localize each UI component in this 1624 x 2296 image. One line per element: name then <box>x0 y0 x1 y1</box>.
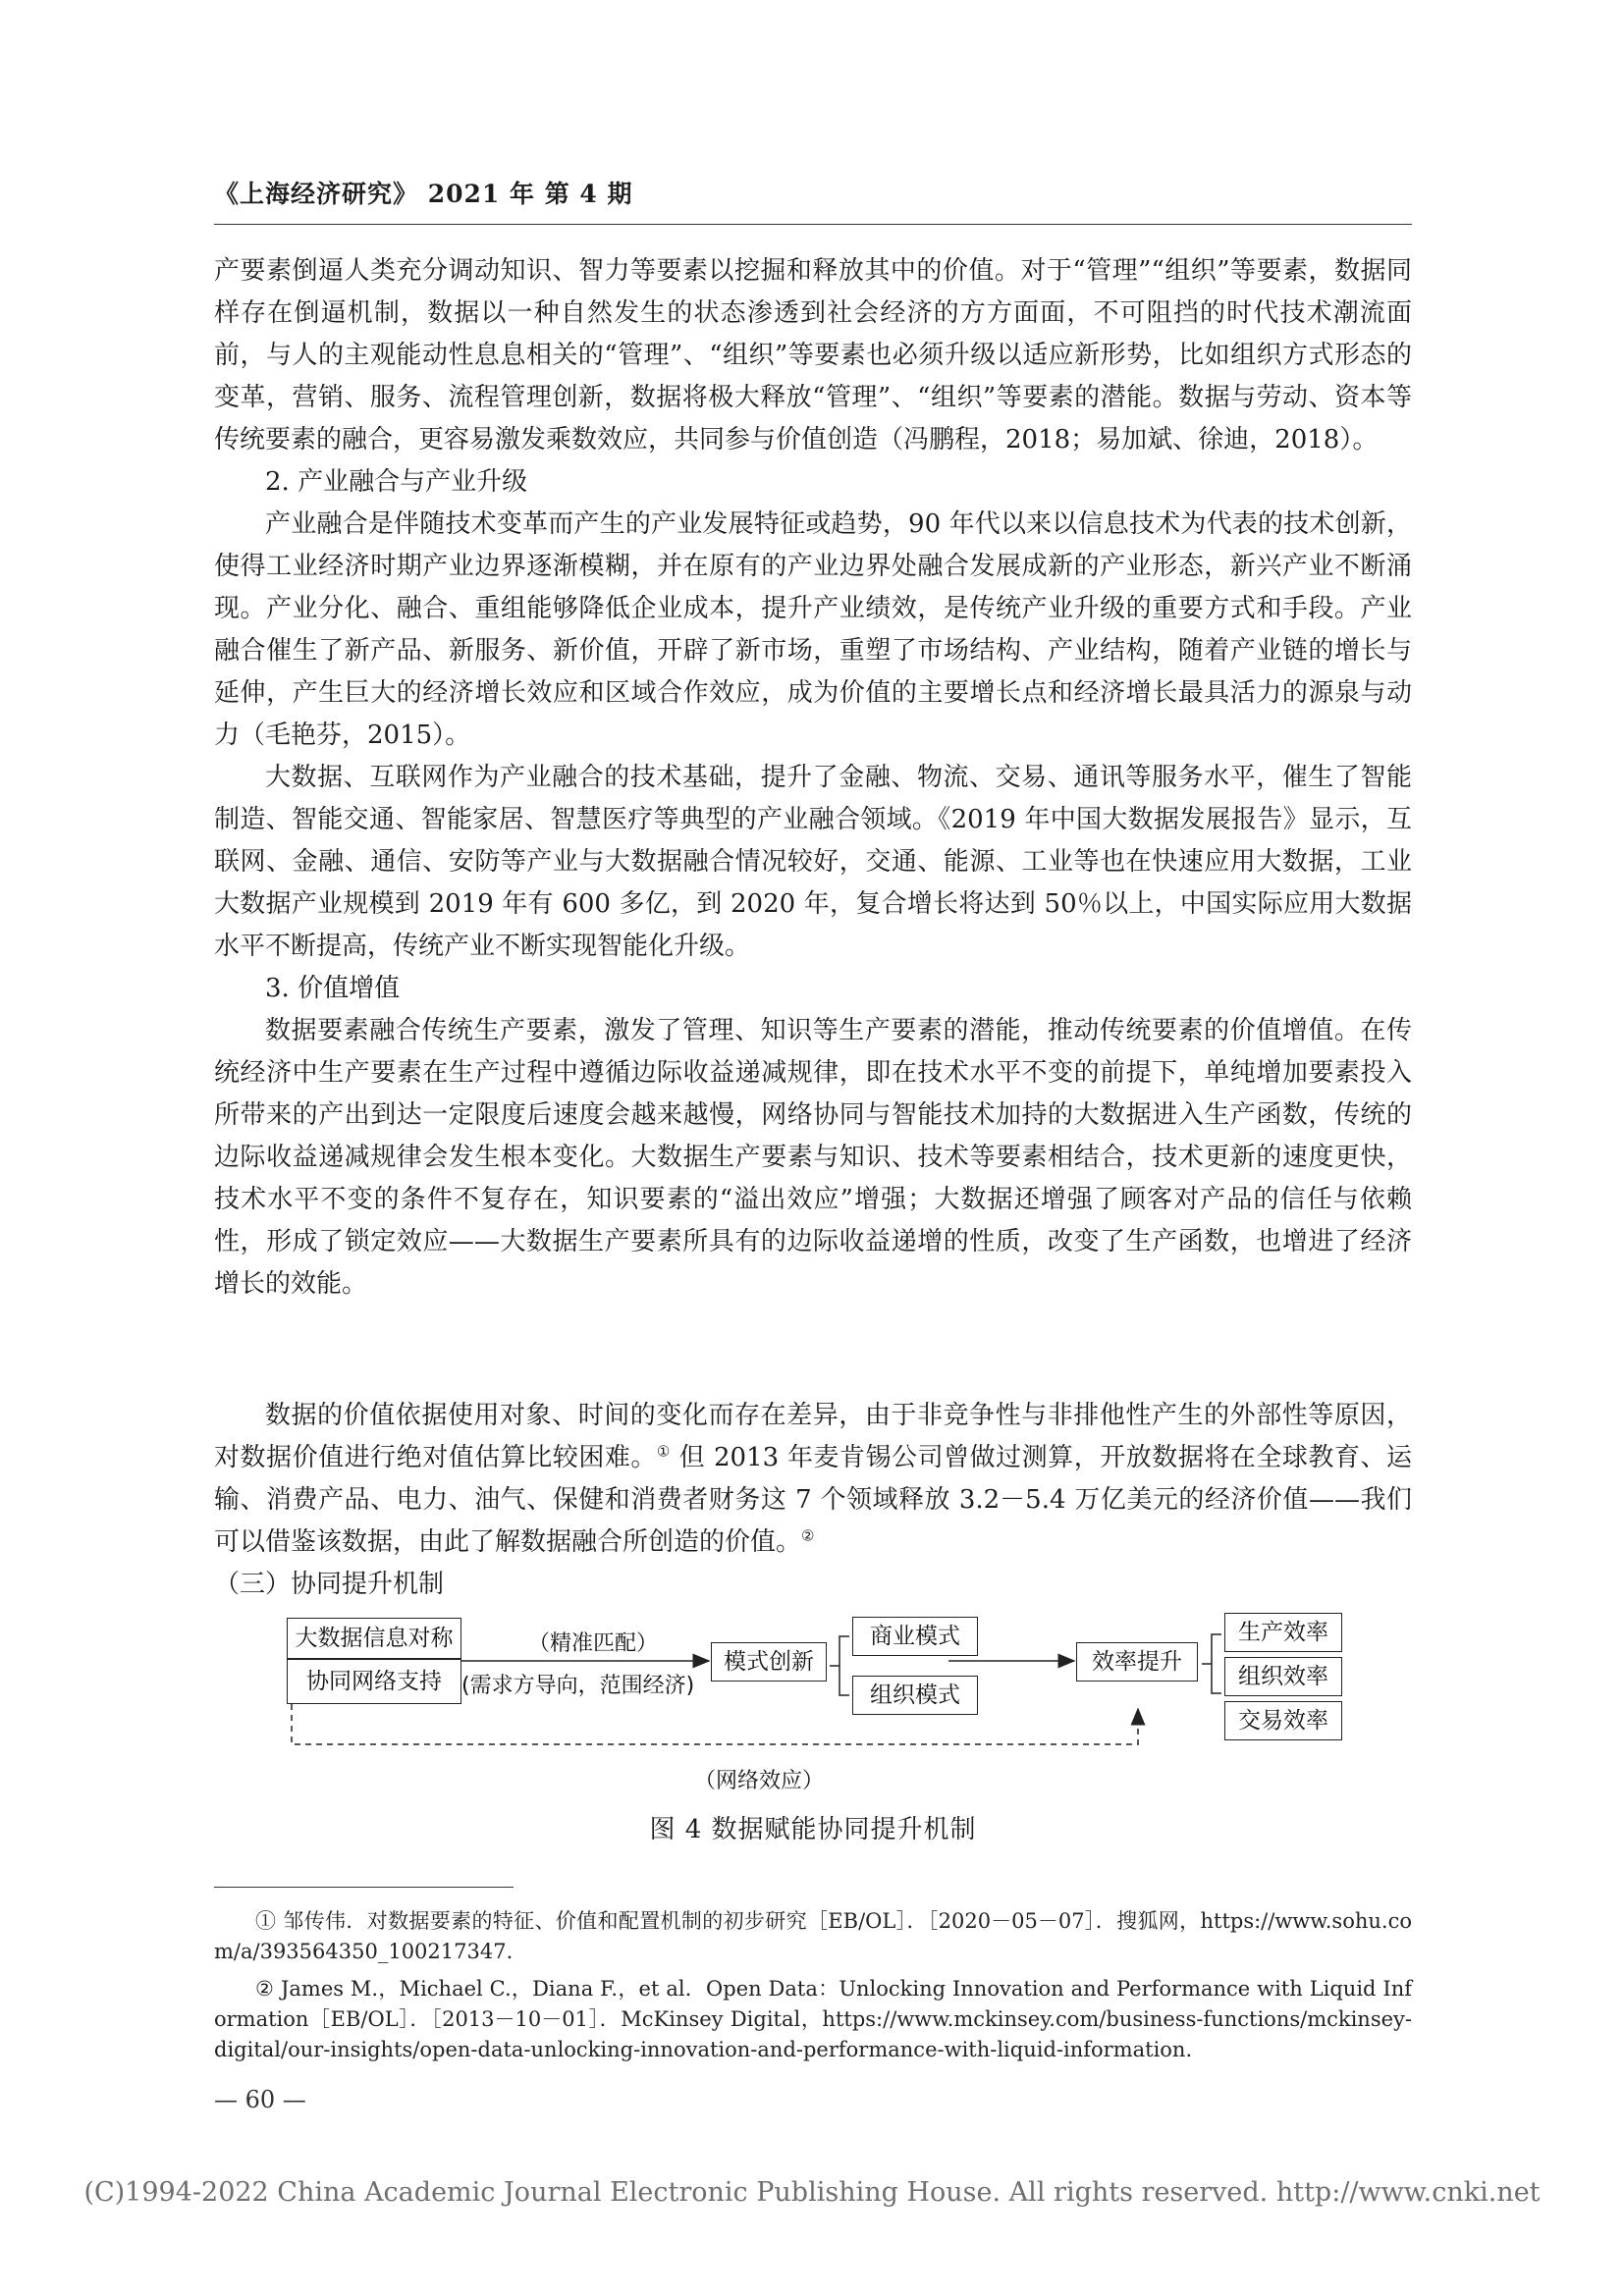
label-precise-match: （精准匹配） <box>528 1631 659 1656</box>
box-big-data-info-symmetry: 大数据信息对称 <box>287 1618 461 1659</box>
figure-caption: 图 4 数据赋能协同提升机制 <box>649 1815 977 1844</box>
network-effect-feedback <box>292 1704 1138 1744</box>
footnotes <box>214 1906 1412 2072</box>
subsection-heading: 3. 价值增值 <box>265 974 401 1003</box>
box-business-model: 商业模式 <box>852 1617 978 1656</box>
bracket-efficiencies <box>1202 1634 1221 1693</box>
body-paragraph <box>214 1395 1412 1564</box>
body-paragraph: 产业融合是伴随技术变革而产生的产业发展特征或趋势，90 年代以来以信息技术为代表的技术创新，使得工业经济时期产业边界逐渐模糊，并在原有的产业边界处融合发展成新的产业形态，新兴产业不断涌现。产业分化、融合、重组能够降低企业成本，提升产业绩效，是传统产业升级的重要方式和手段。产业融合催生了新产品、新服务、新价值，开辟了新市场，重塑了市场结构、产业结构，随着产业链的增长与延伸，产生巨大的经济增长效应和区域合作效应，成为价值的主要增长点和经济增长最具活力的源泉与动力（毛艳芬，2015）。 <box>214 509 1412 750</box>
body-paragraph: 大数据、互联网作为产业融合的技术基础，提升了金融、物流、交易、通讯等服务水平，催生了智能制造、智能交通、智能家居、智慧医疗等典型的产业融合领域。《2019 年中国大数据发展报告》显示，互联网、金融、通信、安防等产业与大数据融合情况较好，交通、能源、工业等也在快速应用大数据，工业大数据产业规模到 2019 年有 600 多亿，到 2020 年，复合增长将达到 50％以上，中国实际应用大数据水平不断提高，传统产业不断实现智能化升级。 <box>214 763 1412 961</box>
label-demand-scope: (需求方导向，范围经济) <box>461 1674 695 1698</box>
box-production-efficiency: 生产效率 <box>1224 1613 1342 1652</box>
label-network-effect: （网络效应） <box>694 1769 825 1793</box>
body-paragraph: 产要素倒逼人类充分调动知识、智力等要素以挖掘和释放其中的价值。对于“管理”“组织”等要素，数据同样存在倒逼机制，数据以一种自然发生的状态渗透到社会经济的方方面面，不可阻挡的时代技术潮流面前，与人的主观能动性息息相关的“管理”、“组织”等要素也必须升级以适应新形势，比如组织方式形态的变革，营销、服务、流程管理创新，数据将极大释放“管理”、“组织”等要素的潜能。数据与劳动、资本等传统要素的融合，更容易激发乘数效应，共同参与价值创造（冯鹏程，2018；易加斌、徐迪，2018）。 <box>214 256 1412 454</box>
footnote-1: ① 邹传伟．对数据要素的特征、价值和配置机制的初步研究［EB/OL］．［2020－05－07］．搜狐网，https://www.sohu.com/a/393564350_100217347. <box>214 1909 1412 1963</box>
copyright-notice: (C)1994-2022 China Academic Journal Electronic Publishing House. All rights reserved. http://www.cnki.net <box>83 2177 1541 2208</box>
footnote-ref: ② <box>801 1526 815 1545</box>
paragraph-text: 但 2013 年麦肯锡公司曾做过测算，开放数据将在全球教育、运输、消费产品、电力、油气、保健和消费者财务这 7 个领域释放 3.2－5.4 万亿美元的经济价值——我们可以借鉴该数据，由此了解数据融合所创造的价值。 <box>214 1443 1412 1557</box>
paragraph-text: 数据的价值依据使用对象、时间的变化而存在差异，由于非竞争性与非排他性产生的外部性等原因，对数据价值进行绝对值估算比较困难。 <box>214 1401 1412 1472</box>
section-heading: （三）协同提升机制 <box>214 1570 445 1599</box>
page-number: — 60 — <box>214 2086 306 2113</box>
footnote-2: ② James M.，Michael C.，Diana F.，et al．Open Data：Unlocking Innovation and Performance with Liquid Information［EB/OL］．［2013－10－01］．McKinsey Digital，https://www.mckinsey.com/business-functions/mckinsey-digital/our-insights/open-data-unlocking-innovation-and-performance-with-liquid-information. <box>214 1977 1412 2061</box>
box-collab-network-support: 协同网络支持 <box>287 1659 461 1704</box>
box-transaction-efficiency: 交易效率 <box>1224 1701 1342 1740</box>
body-text-lower <box>214 1395 1412 1606</box>
body-text-upper <box>214 250 1412 1306</box>
figure-4-diagram <box>277 1607 1367 1803</box>
body-paragraph: 数据要素融合传统生产要素，激发了管理、知识等生产要素的潜能，推动传统要素的价值增值。在传统经济中生产要素在生产过程中遵循边际收益递减规律，即在技术水平不变的前提下，单纯增加要素投入所带来的产出到达一定限度后速度会越来越慢，网络协同与智能技术加持的大数据进入生产函数，传统的边际收益递减规律会发生根本变化。大数据生产要素与知识、技术等要素相结合，技术更新的速度更快，技术水平不变的条件不复存在，知识要素的“溢出效应”增强；大数据还增强了顾客对产品的信任与依赖性，形成了锁定效应——大数据生产要素所具有的边际收益递增的性质，改变了生产函数，也增进了经济增长的效能。 <box>214 1016 1412 1299</box>
header-rule <box>214 224 1412 225</box>
box-organizational-efficiency: 组织效率 <box>1224 1657 1342 1696</box>
subsection-heading: 2. 产业融合与产业升级 <box>265 467 528 497</box>
footnote-rule <box>214 1887 514 1888</box>
box-organizational-model: 组织模式 <box>852 1676 978 1715</box>
running-head: 《上海经济研究》 2021 年 第 4 期 <box>214 180 633 208</box>
box-model-innovation: 模式创新 <box>711 1642 827 1682</box>
footnote-ref: ① <box>656 1442 671 1461</box>
bracket-models <box>830 1636 849 1695</box>
box-efficiency-improvement: 效率提升 <box>1076 1642 1198 1682</box>
